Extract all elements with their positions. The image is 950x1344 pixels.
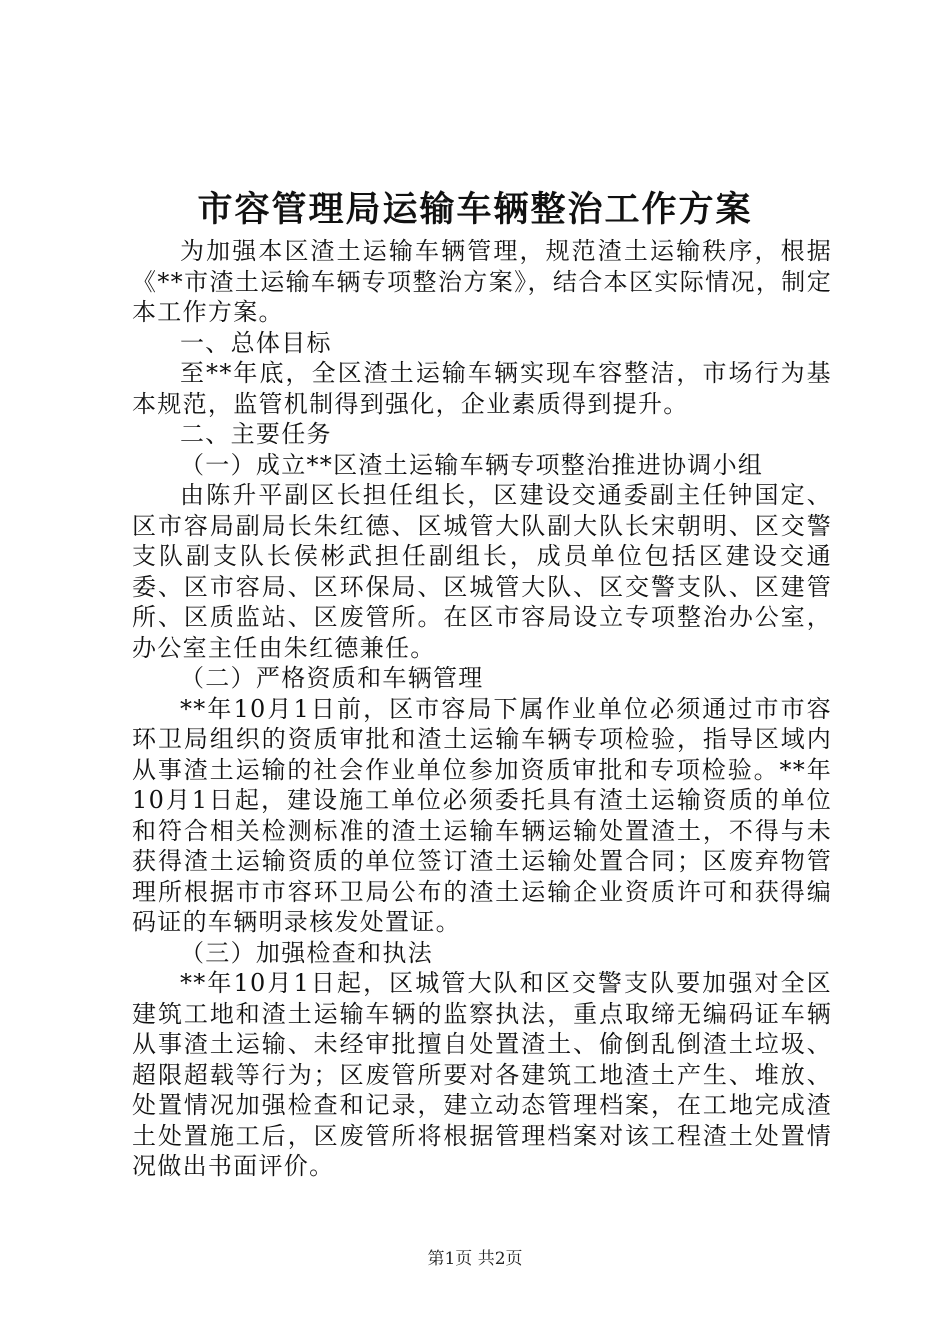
- document-body: [132, 236, 832, 1182]
- intro-paragraph: 为加强本区渣土运输车辆管理，规范渣土运输秩序，根据《**市渣土运输车辆专项整治方案》，结合本区实际情况，制定本工作方案。: [132, 237, 832, 326]
- section-heading-main-tasks: 二、主要任务: [180, 420, 332, 448]
- subheading-task-2: （二）严格资质和车辆管理: [180, 664, 484, 692]
- task-3-paragraph: **年10月1日起，区城管大队和区交警支队要加强对全区建筑工地和渣土运输车辆的监察执法，重点取缔无编码证车辆从事渣土运输、未经审批擅自处置渣土、偷倒乱倒渣土垃圾、超限超载等行为；区废管所要对各建筑工地渣土产生、堆放、处置情况加强检查和记录，建立动态管理档案，在工地完成渣土处置施工后，区废管所将根据管理档案对该工程渣土处置情况做出书面评价。: [132, 969, 832, 1180]
- task-2-paragraph: **年10月1日前，区市容局下属作业单位必须通过市市容环卫局组织的资质审批和渣土运输车辆专项检验，指导区域内从事渣土运输的社会作业单位参加资质审批和专项检验。**年10月1日起，建设施工单位必须委托具有渣土运输资质的单位和符合相关检测标准的渣土运输车辆运输处置渣土，不得与未获得渣土运输资质的单位签订渣土运输处置合同；区废弃物管理所根据市市容环卫局公布的渣土运输企业资质许可和获得编码证的车辆明录核发处置证。: [132, 694, 832, 936]
- section-heading-overall-goal: 一、总体目标: [180, 328, 332, 357]
- task-1-paragraph: 由陈升平副区长担任组长，区建设交通委副主任钟国定、区市容局副局长朱红德、区城管大队副大队长宋朝明、区交警支队副支队长侯彬武担任副组长，成员单位包括区建设交通委、区市容局、区环保局、区城管大队、区交警支队、区建管所、区质监站、区废管所。在区市容局设立专项整治办公室，办公室主任由朱红德兼任。: [132, 481, 832, 662]
- goal-paragraph: 至**年底，全区渣土运输车辆实现车容整洁，市场行为基本规范，监管机制得到强化，企业素质得到提升。: [132, 359, 832, 418]
- page-number-footer: 第1页 共2页: [427, 1249, 523, 1269]
- subheading-task-3: （三）加强检查和执法: [180, 938, 433, 967]
- document-title: 市容管理局运输车辆整治工作方案: [197, 189, 753, 230]
- subheading-task-1: （一）成立**区渣土运输车辆专项整治推进协调小组: [180, 450, 764, 479]
